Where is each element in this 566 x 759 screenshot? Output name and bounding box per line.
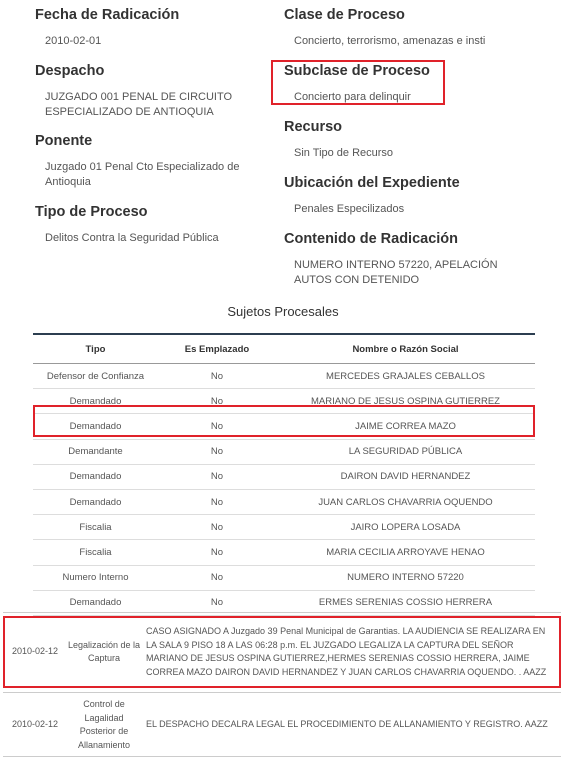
field-value: Concierto, terrorismo, amenazas e insti: [294, 35, 486, 47]
cell-tipo: Numero Interno: [33, 565, 158, 590]
field-value: Concierto para delinquir: [294, 91, 411, 103]
cell-emplazado: No: [158, 590, 276, 615]
actuacion-type: Control de Lagalidad Posterior de Allanamiento: [77, 699, 131, 750]
field-label: Ponente: [35, 133, 93, 149]
actuacion-type: Legalización de la Captura: [67, 639, 141, 663]
field-value: JUZGADO 001 PENAL DE CIRCUITO ESPECIALIZADO DE ANTIOQUIA: [45, 91, 233, 118]
cell-tipo: Demandante: [33, 439, 158, 464]
cell-nombre: LA SEGURIDAD PÚBLICA: [276, 439, 535, 464]
field-label: Tipo de Proceso: [35, 204, 148, 220]
field-label: Subclase de Proceso: [284, 63, 430, 79]
actuacion-description: CASO ASIGNADO A Juzgado 39 Penal Municipal de Garantias. LA AUDIENCIA SE REALIZARA EN LA SALA 9 PISO 18 A LAS 06:28 p.m. EL JUZGADO LEGALIZA LA CAPTURA DEL SEÑOR MARIANO DE JESUS OSPINA GUTIERREZ,HERMES SERENIAS COSSIO HERRERA, JAIME CORREA MAZO DAIRON DAVID HERNANDEZ Y JUAN CARLOS CHAVARRIA OQUENDO. . AAZZ: [146, 626, 547, 677]
field-label: Ubicación del Expediente: [284, 175, 460, 191]
table-row: [33, 540, 535, 565]
column-header-nombre: Nombre o Razón Social: [276, 334, 535, 364]
field-tipo-proceso: [35, 204, 255, 246]
divider: [3, 756, 561, 757]
highlight-actuacion-legalizacion: [3, 616, 561, 688]
table-row: [33, 565, 535, 590]
table-row: [33, 364, 535, 389]
cell-emplazado: No: [158, 565, 276, 590]
section-title-sujetos: Sujetos Procesales: [227, 304, 339, 319]
cell-emplazado: No: [158, 389, 276, 414]
table-row: [33, 439, 535, 464]
cell-tipo: Demandado: [33, 389, 158, 414]
sujetos-table: [33, 333, 535, 616]
field-label: Contenido de Radicación: [284, 231, 459, 247]
cell-nombre: MERCEDES GRAJALES CEBALLOS: [276, 364, 535, 389]
cell-emplazado: No: [158, 540, 276, 565]
actuacion-date: 2010-02-12: [11, 719, 59, 730]
field-label: Fecha de Radicación: [35, 7, 180, 23]
column-header-tipo: Tipo: [33, 334, 158, 364]
field-label: Recurso: [284, 119, 343, 135]
field-value: Delitos Contra la Seguridad Pública: [45, 232, 219, 244]
field-ponente: [35, 133, 255, 189]
cell-tipo: Fiscalia: [33, 540, 158, 565]
cell-nombre: NUMERO INTERNO 57220: [276, 565, 535, 590]
divider: [3, 612, 561, 613]
cell-emplazado: No: [158, 439, 276, 464]
column-header-emplazado: Es Emplazado: [158, 334, 276, 364]
cell-tipo: Demandado: [33, 489, 158, 514]
cell-tipo: Demandado: [33, 590, 158, 615]
cell-nombre: MARIA CECILIA ARROYAVE HENAO: [276, 540, 535, 565]
cell-emplazado: No: [158, 515, 276, 540]
highlight-row-jaime: [33, 405, 535, 437]
table-header-row: [33, 334, 535, 364]
field-clase-proceso: [284, 7, 554, 49]
divider: [3, 692, 561, 693]
cell-tipo: Demandado: [33, 414, 158, 439]
cell-nombre: JAIRO LOPERA LOSADA: [276, 515, 535, 540]
table-row: [33, 489, 535, 514]
field-fecha-radicacion: [35, 7, 255, 49]
table-row: [33, 464, 535, 489]
cell-nombre: MARIANO DE JESUS OSPINA GUTIERREZ: [276, 389, 535, 414]
field-value: Penales Especilizados: [294, 203, 405, 215]
field-value: NUMERO INTERNO 57220, APELACIÓN AUTOS CON DETENIDO: [294, 259, 498, 286]
field-contenido-radicacion: [284, 231, 554, 287]
field-value: 2010-02-01: [45, 35, 102, 47]
field-value: Juzgado 01 Penal Cto Especializado de Antioquia: [45, 161, 240, 188]
highlight-subclase: [271, 60, 445, 105]
cell-tipo: Demandado: [33, 464, 158, 489]
cell-emplazado: No: [158, 414, 276, 439]
cell-emplazado: No: [158, 464, 276, 489]
field-value: Sin Tipo de Recurso: [294, 147, 394, 159]
cell-nombre: DAIRON DAVID HERNANDEZ: [276, 464, 535, 489]
cell-emplazado: No: [158, 489, 276, 514]
field-label: Despacho: [35, 63, 105, 79]
cell-tipo: Fiscalia: [33, 515, 158, 540]
actuacion-date: 2010-02-12: [11, 646, 59, 657]
field-ubicacion-expediente: [284, 175, 554, 217]
table-row: [33, 515, 535, 540]
cell-nombre: ERMES SERENIAS COSSIO HERRERA: [276, 590, 535, 615]
cell-nombre: JUAN CARLOS CHAVARRIA OQUENDO: [276, 489, 535, 514]
cell-tipo: Defensor de Confianza: [33, 364, 158, 389]
field-label: Clase de Proceso: [284, 7, 405, 23]
cell-nombre: JAIME CORREA MAZO: [276, 414, 535, 439]
cell-emplazado: No: [158, 364, 276, 389]
field-despacho: [35, 63, 255, 119]
field-recurso: [284, 119, 554, 161]
actuacion-description: EL DESPACHO DECALRA LEGAL EL PROCEDIMIENTO DE ALLANAMIENTO Y REGISTRO. AAZZ: [146, 719, 548, 730]
actuacion-row-2: [3, 696, 561, 754]
